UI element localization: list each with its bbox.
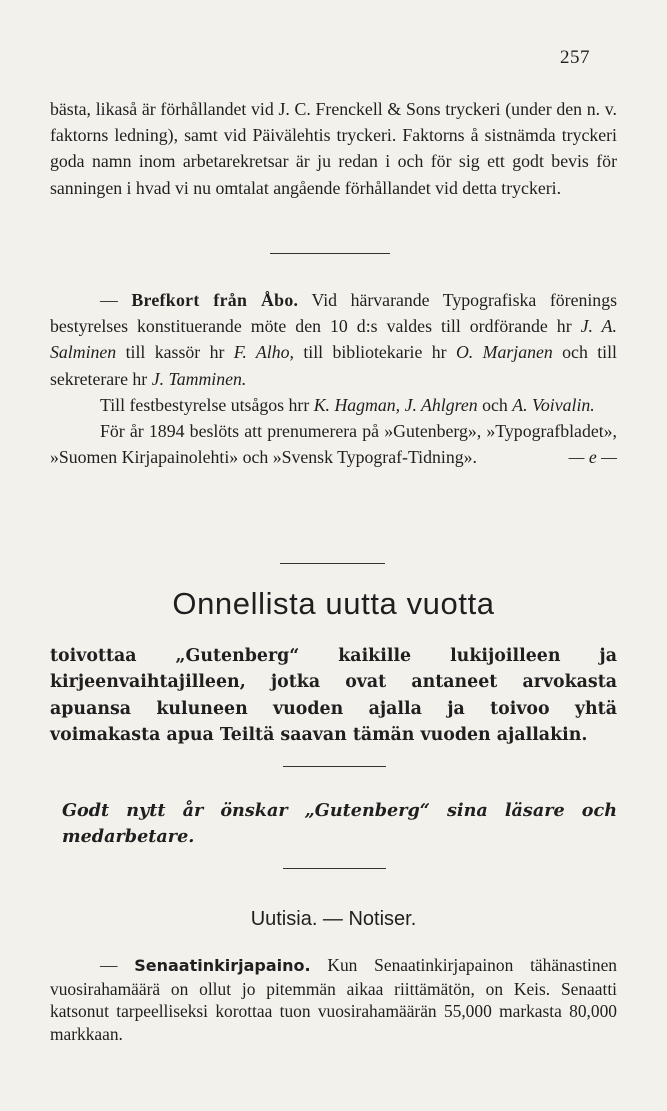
separator-rule	[280, 563, 385, 564]
name-tamminen: J. Tamminen.	[151, 368, 247, 389]
festbestyrelse-text-1: Till festbestyrelse utsågos hrr	[100, 394, 314, 415]
name-alho: F. Alho,	[233, 342, 294, 363]
brefkort-text-4: och till sekreterare hr	[50, 342, 617, 389]
article-continuation-text: bästa, likaså är förhållandet vid J. C. Frenckell & Sons tryckeri (under den n. v. faktorns ledning), samt vid Päivälehtis tryckeri. Faktorns å sistnämda tryckeri goda namn inom arbetarekretsar är ju redan i och för sig ett godt bevis för sanningen i hvad vi nu omtalat angående förhållandet vid detta tryckeri.	[50, 99, 617, 198]
separator-rule	[270, 253, 390, 254]
brefkort-paragraph-3	[50, 418, 617, 470]
new-year-greeting-swedish: Godt nytt år önskar „Gutenberg“ sina läsare och medarbetare.	[62, 800, 617, 847]
em-dash: —	[100, 290, 118, 310]
news-item-paragraph	[50, 954, 617, 1045]
prenumeration-text: För år 1894 beslöts att prenumerera på »Gutenberg», »Typografbladet», »Suomen Kirjapainolehti» och »Svensk Typograf-Tidning».	[50, 421, 617, 468]
brefkort-heading: Brefkort från Åbo.	[131, 290, 299, 310]
news-item-text: Kun Senaatinkirjapainon tähänastinen vuosirahamäärä on ollut jo pitemmän aikaa riittämätön, on Keis. Senaatti katsonut tarpeelliseksi korottaa tuon vuosirahamäärän 55,000 markasta 80,000 markkaan.	[50, 955, 617, 1044]
news-section-heading: Uutisia. — Notiser.	[250, 908, 417, 930]
brefkort-text-1: Vid härvarande Typografiska förenings bestyrelses konstituerande möte den 10 d:s valdes till ordförande hr	[50, 290, 618, 337]
name-voivalin: A. Voivalin.	[512, 394, 595, 415]
em-dash: —	[100, 955, 118, 975]
festbestyrelse-text-2: och	[477, 394, 513, 415]
name-marjanen: O. Marjanen	[455, 342, 553, 363]
separator-rule	[283, 766, 386, 767]
name-salminen: J. A. Salminen	[50, 316, 617, 363]
new-year-heading: Onnellista uutta vuotta	[172, 586, 495, 621]
brefkort-text-2: till kassör hr	[116, 342, 234, 363]
article-continuation	[50, 96, 617, 201]
article-brefkort	[50, 287, 617, 470]
brefkort-text-3: till bibliotekarie hr	[293, 342, 456, 363]
new-year-greeting-finnish: toivottaa „Gutenberg“ kaikille lukijoilleen ja kirjeenvaihtajilleen, jotka ovat antaneet arvokasta apuansa kuluneen vuoden ajalla ja toivoo yhtä voimakasta apua Teiltä saavan tämän vuoden ajallakin.	[50, 646, 617, 746]
names-hagman-ahlgren: K. Hagman, J. Ahlgren	[313, 394, 478, 415]
brefkort-paragraph-2	[50, 392, 617, 418]
news-item-senaatinkirjapaino	[50, 954, 617, 1045]
page-number: 257	[560, 47, 590, 68]
news-item-title: Senaatinkirjapaino.	[134, 956, 311, 975]
author-signature: — e —	[568, 447, 617, 468]
separator-rule	[283, 868, 386, 869]
brefkort-paragraph-1	[50, 287, 617, 392]
